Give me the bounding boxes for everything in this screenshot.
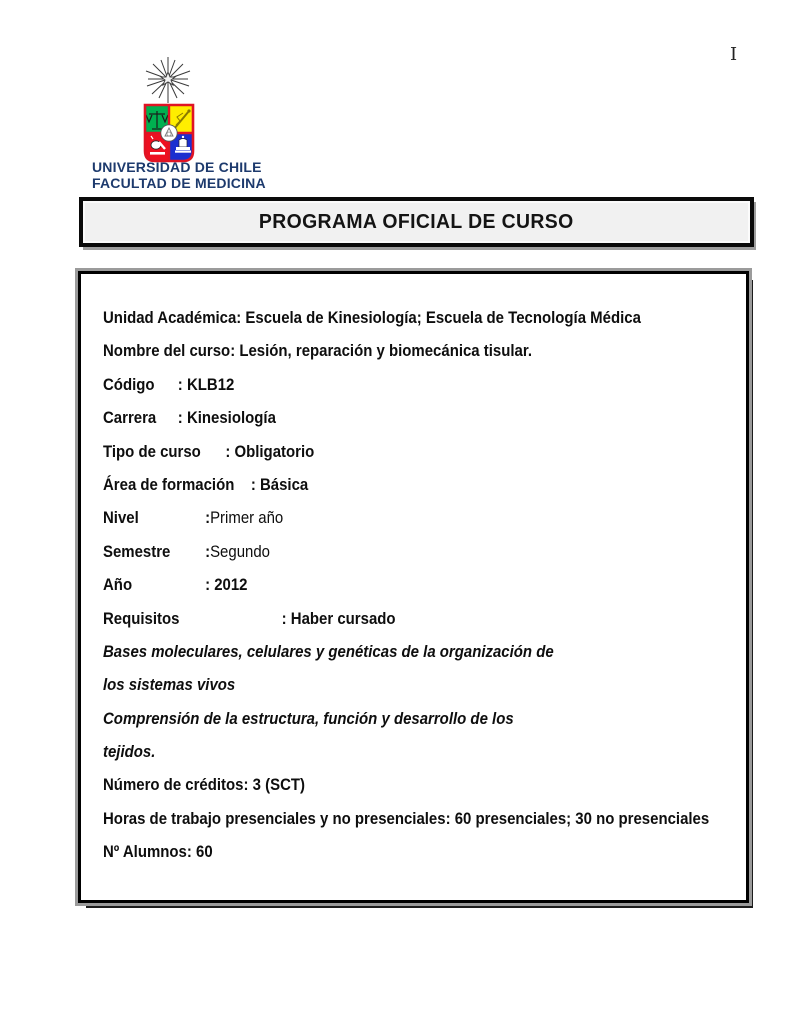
field-colon: : [205,508,211,528]
field-value: 2012 [214,575,248,595]
course-field-row [103,535,662,568]
field-value: Kinesiología [186,408,276,428]
field-colon: : [205,541,211,561]
course-field-row [103,501,662,534]
field-text: Bases moleculares, celulares y genéticas de la organización de [103,641,554,661]
course-text-row [103,668,662,701]
document-title: PROGRAMA OFICIAL DE CURSO [259,211,574,233]
field-text: Número de créditos: 3 (SCT) [103,775,306,795]
course-field-row [103,468,662,501]
field-value: Obligatorio [234,441,315,461]
field-colon: : [177,408,187,428]
course-text-row [103,802,710,835]
field-text: tejidos. [103,742,156,762]
course-field-row [103,568,662,601]
field-label: Semestre [103,541,171,561]
course-text-row [103,702,662,735]
field-label: Carrera [103,408,157,428]
course-text-row [103,635,662,668]
university-name: UNIVERSIDAD DE CHILE [92,159,262,175]
field-label: Nombre del curso [103,341,231,361]
course-field-row [103,401,662,434]
field-value: Haber cursado [290,608,396,628]
field-label: Código [103,374,155,394]
course-field-row [103,602,662,635]
faculty-name: FACULTAD DE MEDICINA [92,175,266,191]
field-text: Comprensión de la estructura, función y desarrollo de los [103,708,514,728]
course-field-row [103,835,662,868]
field-label: Área de formación [103,474,235,494]
shield-icon [145,105,193,161]
field-value: Primer año [210,508,284,528]
field-value: Básica [259,474,309,494]
course-field-row [103,334,662,367]
field-value: KLB12 [186,374,235,394]
field-colon: : [250,474,260,494]
field-label: Requisitos [103,608,180,628]
field-colon: : [281,608,291,628]
course-text-row [103,768,662,801]
title-bar [79,197,754,247]
field-text: Unidad Académica: Escuela de Kinesiología; Escuela de Tecnología Médica [103,308,641,327]
page-number: I [730,44,738,65]
course-field-row [103,301,662,334]
course-field-row [103,435,662,468]
course-info-rows [81,274,746,900]
field-label: Año [103,575,133,595]
field-text: los sistemas vivos [103,675,236,695]
field-colon: : [186,842,197,862]
field-colon: : [177,374,187,394]
course-text-row [103,735,662,768]
field-colon: : [230,341,240,361]
field-text: Horas de trabajo presenciales y no presenciales: 60 presenciales; 30 no presenciales [103,808,710,828]
field-label: Nº Alumnos [103,842,187,862]
course-field-row [103,368,662,401]
university-logo [120,55,220,167]
course-info-box [78,271,749,903]
starburst-icon [146,57,190,103]
field-value: 60 [196,842,213,862]
field-label: Tipo de curso [103,441,201,461]
field-value: Segundo [210,541,270,561]
field-value: Lesión, reparación y biomecánica tisular. [239,341,533,361]
field-label: Nivel [103,508,139,528]
field-colon: : [205,575,215,595]
field-colon: : [225,441,235,461]
